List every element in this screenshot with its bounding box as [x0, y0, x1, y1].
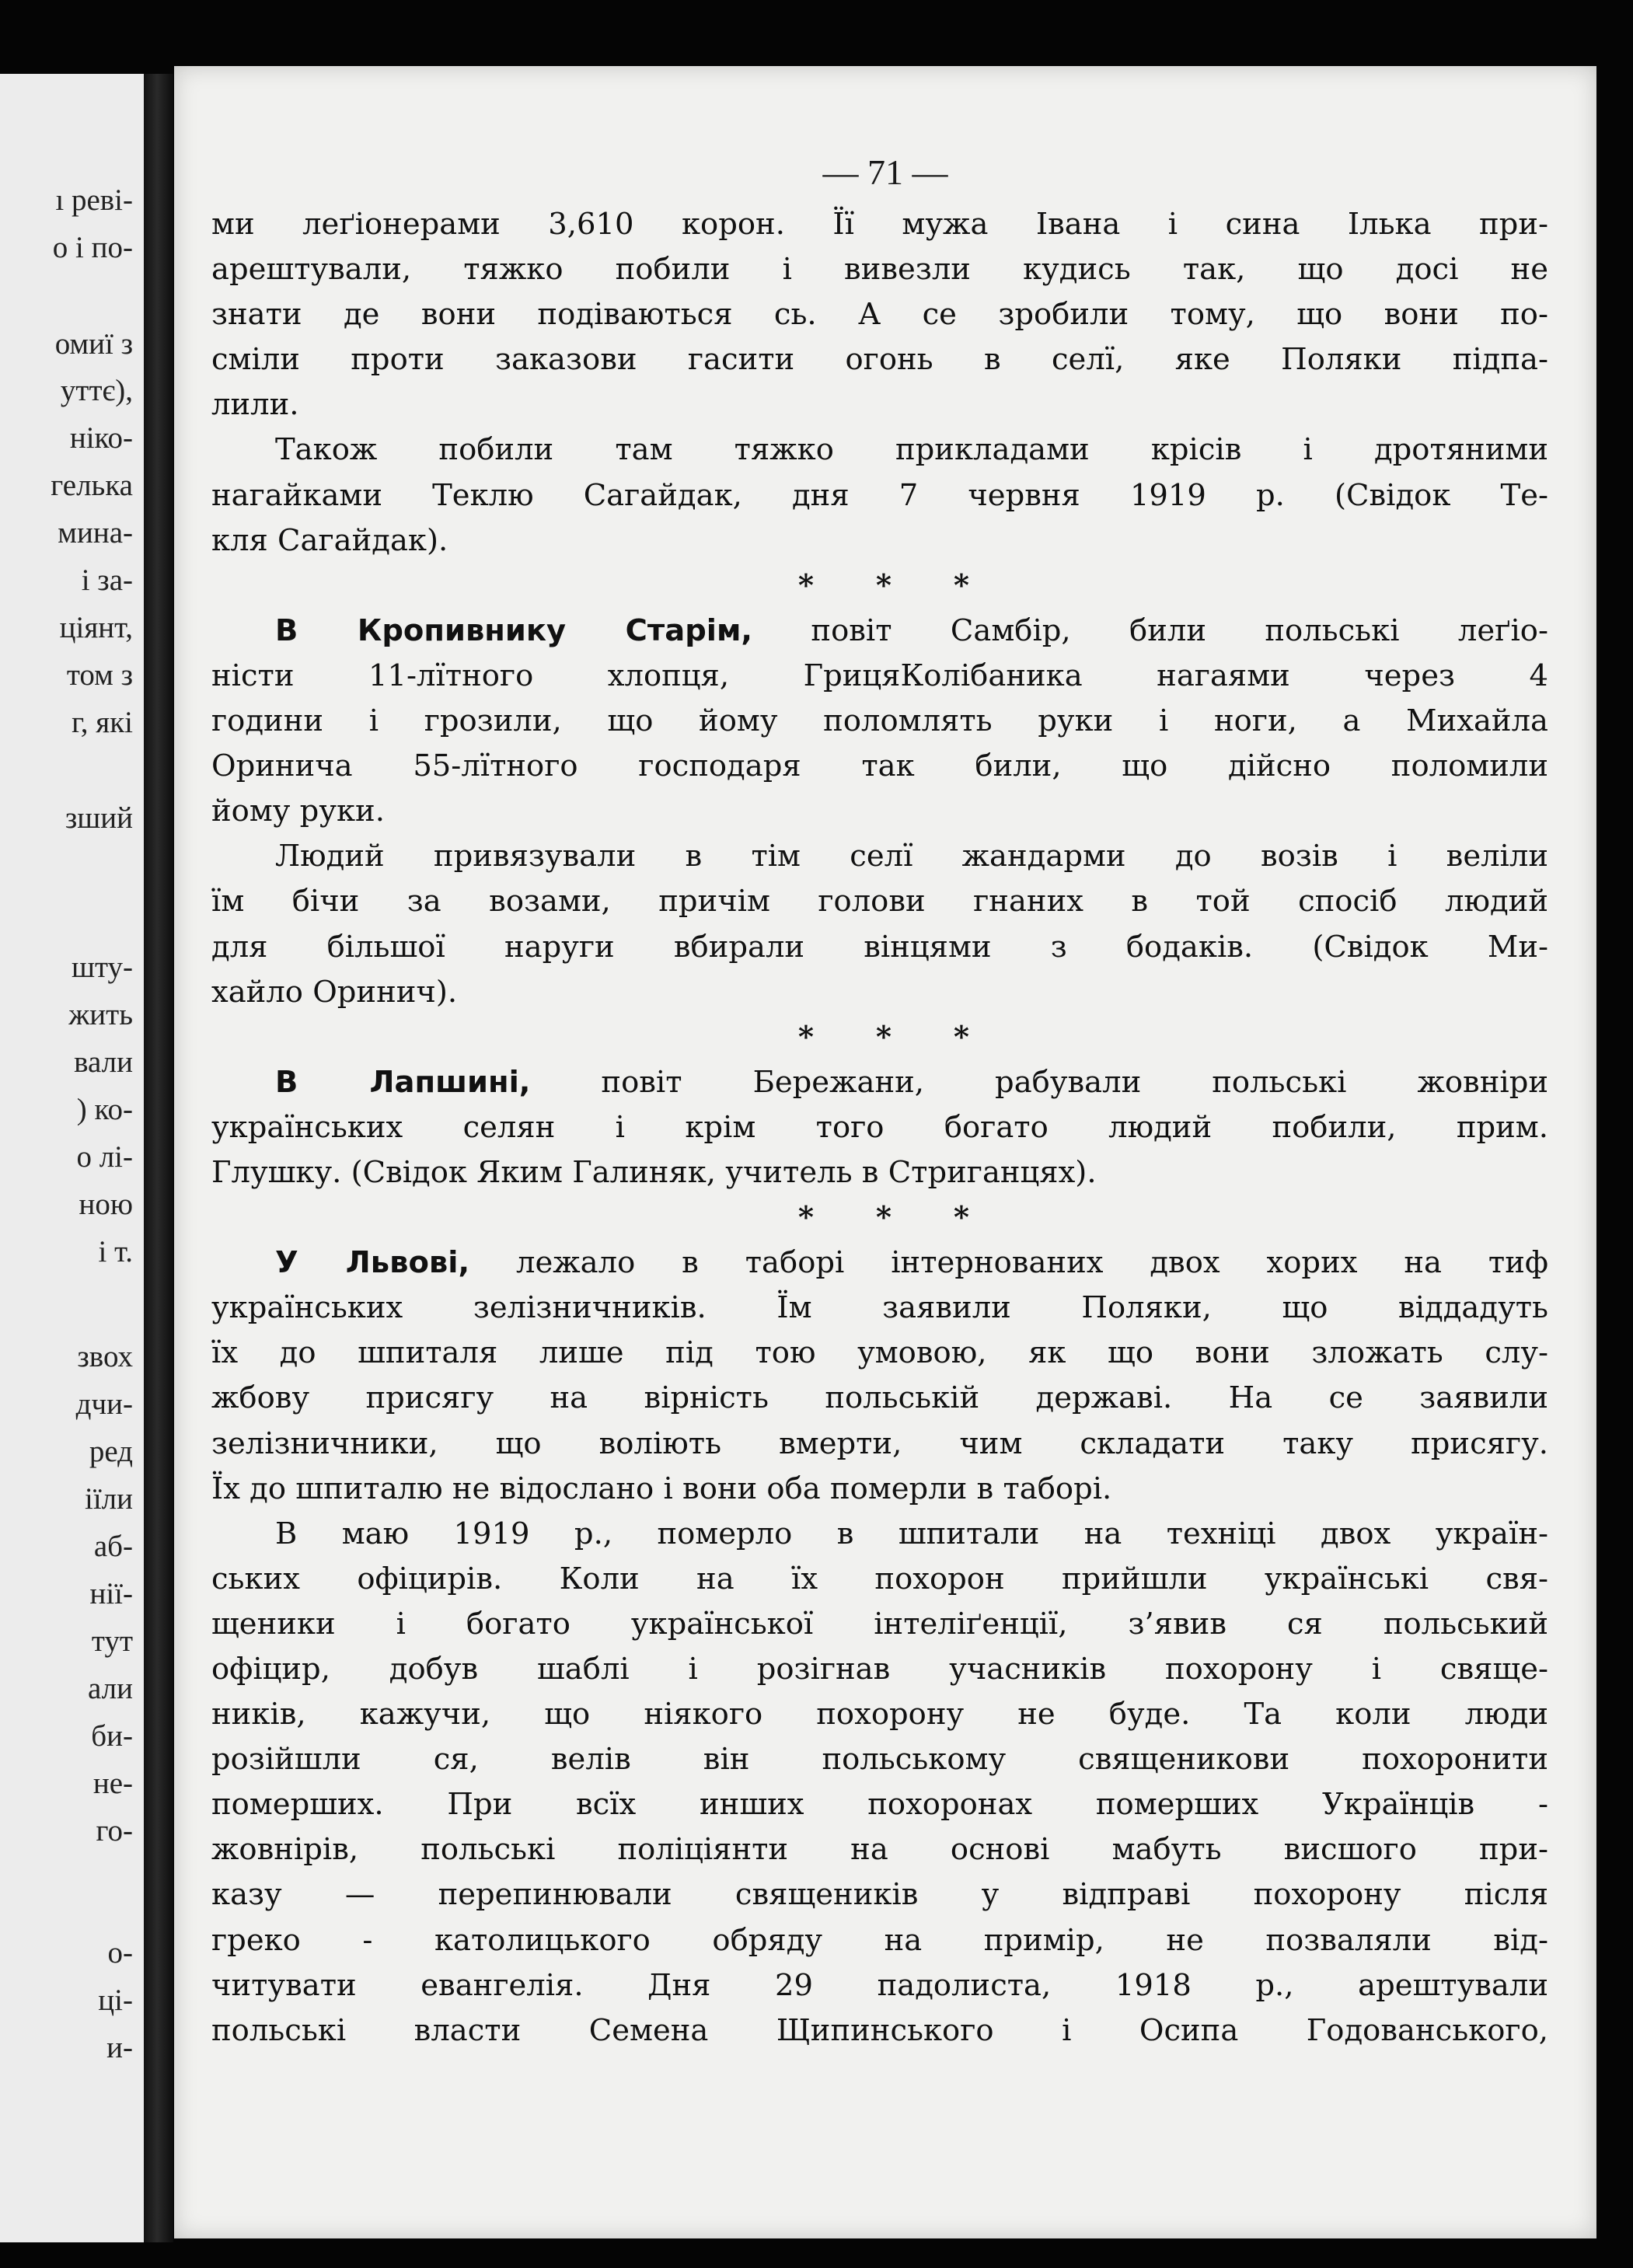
left-page-fragment: вали — [74, 1045, 133, 1079]
line-text: жбову присягу на вірність польській державі. На се заявили — [211, 1380, 1548, 1416]
left-page-fragment: ціянт, — [59, 611, 133, 644]
line-text: лежало в таборі інтернованих двох хорих на тиф — [469, 1245, 1548, 1281]
line-text: для більшої наруги вбирали вінцями з бодаків. (Свідок Ми- — [211, 929, 1548, 965]
line-text: Людий привязували в тім селї жандарми до возів і веліли — [275, 839, 1548, 874]
previous-page-strip — [0, 74, 144, 2242]
line-text: сміли проти заказови гасити огонь в селї, яке Поляки підпа- — [211, 342, 1548, 378]
left-page-fragment: омиї з — [54, 327, 133, 361]
text-line — [211, 1918, 1548, 1963]
left-page-fragment: о і по- — [52, 231, 133, 264]
text-line — [211, 744, 1548, 789]
asterisk: * — [875, 567, 892, 603]
asterisk: * — [797, 1019, 815, 1055]
line-text: польські власти Семена Щипинського і Осипа Годованського, — [211, 2012, 1548, 2048]
left-page-fragment: шту- — [71, 951, 133, 984]
text-line — [211, 1240, 1548, 1286]
text-line — [211, 1286, 1548, 1331]
left-page-fragment: ніко- — [69, 421, 133, 455]
left-page-fragment: звох — [77, 1340, 133, 1373]
line-text: українських зелізничників. Їм заявили Поляки, що віддадуть — [211, 1290, 1548, 1326]
line-text: розійшли ся, велів він польському священикови похоронити — [211, 1742, 1548, 1778]
section-separator — [211, 564, 1548, 609]
left-page-fragment: жить — [68, 998, 133, 1031]
left-page-fragment: гелька — [51, 469, 133, 502]
line-text: йому руки. — [211, 794, 385, 829]
line-text: Оринича 55-лїтного господаря так били, що дійсно поломили — [211, 748, 1548, 784]
asterisk: * — [953, 1019, 970, 1055]
line-text: жовнірів, польські поліціянти на основі мабуть висшого при- — [211, 1832, 1548, 1868]
place-name: В Кропивнику Старім, — [275, 612, 753, 648]
left-page-fragment: али — [88, 1672, 133, 1705]
text-line — [211, 699, 1548, 744]
book-page — [174, 66, 1596, 2238]
left-page-fragment: г, які — [72, 706, 133, 739]
text-line — [211, 247, 1548, 292]
text-line — [211, 879, 1548, 924]
text-line — [211, 789, 1548, 834]
left-page-fragment: зший — [65, 801, 133, 835]
line-text: українських селян і крім того богато людий побили, прим. — [211, 1109, 1548, 1145]
asterisk: * — [797, 567, 815, 603]
section-separator — [211, 1015, 1548, 1060]
left-page-fragment: аб- — [93, 1530, 133, 1563]
line-text: знати де вони подіваються сь. А се зробили тому, що вони по- — [211, 297, 1548, 333]
text-line — [211, 1060, 1548, 1105]
left-page-fragment: не- — [92, 1767, 133, 1800]
left-page-fragment: і т. — [98, 1235, 133, 1268]
left-page-fragment: мина- — [58, 516, 133, 550]
text-line — [211, 1737, 1548, 1782]
line-text: хайло Оринич). — [211, 974, 458, 1010]
text-line — [211, 473, 1548, 518]
line-text: Глушку. (Свідок Яким Галиняк, учитель в Стриганцях). — [211, 1154, 1097, 1190]
place-name: У Львові, — [275, 1245, 470, 1281]
left-page-fragment: ı реві- — [55, 183, 133, 217]
line-text: греко - католицького обряду на примір, не позваляли від- — [211, 1922, 1548, 1958]
text-line — [211, 382, 1548, 427]
text-line — [211, 202, 1548, 247]
text-line — [211, 1827, 1548, 1872]
text-line — [211, 1782, 1548, 1827]
text-line — [211, 292, 1548, 337]
left-page-fragment: уттє), — [60, 374, 133, 407]
text-line — [211, 1647, 1548, 1692]
left-page-fragment: тут — [91, 1624, 133, 1658]
text-line — [211, 1692, 1548, 1737]
line-text: Також побили там тяжко прикладами крісів і дротяними — [275, 432, 1548, 468]
section-separator — [211, 1195, 1548, 1240]
asterisk: * — [875, 1200, 892, 1236]
text-line — [211, 654, 1548, 699]
text-line — [211, 1602, 1548, 1647]
left-page-fragment: дчи- — [75, 1387, 133, 1421]
line-text: офіцир, добув шаблі і розігнав учасників похорону і свяще- — [211, 1652, 1548, 1687]
left-page-fragment: и- — [106, 2031, 133, 2064]
left-page-fragment: і за- — [81, 564, 133, 597]
text-line — [211, 1963, 1548, 2008]
line-text: кля Сагайдак). — [211, 522, 448, 558]
line-text: лили. — [211, 387, 299, 423]
asterisk: * — [797, 1200, 815, 1236]
text-line — [211, 1557, 1548, 1602]
left-page-fragment: о- — [107, 1936, 133, 1970]
text-line — [211, 609, 1548, 654]
line-text: щеники і богато української інтеліґенції, з’явив ся польський — [211, 1606, 1548, 1642]
line-text: ми леґіонерами 3,610 корон. Її мужа Івана і сина Ілька при- — [211, 207, 1548, 242]
left-page-fragment: ці- — [98, 1984, 133, 2017]
left-page-fragment: іїли — [84, 1482, 133, 1516]
line-text: ністи 11-лїтного хлопця, ГрицяКолібаника нагаями через 4 — [211, 658, 1548, 693]
line-text: зелізничники, що воліють вмерти, чим складати таку присягу. — [211, 1425, 1548, 1461]
text-line — [211, 1512, 1548, 1557]
line-text: повіт Самбір, били польські леґіо- — [752, 612, 1548, 648]
line-text: ських офіцирів. Коли на їх похорон прийшли українські свя- — [211, 1561, 1548, 1596]
text-line — [211, 1467, 1548, 1512]
text-line — [211, 2008, 1548, 2053]
text-line — [211, 1422, 1548, 1467]
left-page-fragment: о лі- — [76, 1140, 133, 1174]
text-line — [211, 970, 1548, 1015]
place-name: В Лапшині, — [275, 1064, 531, 1100]
page-body-text — [211, 202, 1548, 2053]
line-text: казу — перепинювали священиків у відправі похорону після — [211, 1877, 1548, 1913]
text-line — [211, 1376, 1548, 1421]
line-text: читувати евангелія. Дня 29 падолиста, 1918 р., арештували — [211, 1967, 1548, 2003]
text-line — [211, 1105, 1548, 1150]
text-line — [211, 834, 1548, 879]
line-text: їм бічи за возами, причім голови гнаних в той спосіб людий — [211, 884, 1548, 919]
left-page-fragment: ред — [89, 1435, 133, 1468]
text-line — [211, 1331, 1548, 1376]
left-page-fragment: нії- — [89, 1577, 133, 1610]
line-text: В маю 1919 р., померло в шпитали на техніці двох україн- — [275, 1516, 1548, 1551]
text-line — [211, 1872, 1548, 1917]
line-text: померших. При всїх инших похоронах померших Українців - — [211, 1787, 1548, 1823]
left-page-fragment: би- — [91, 1719, 133, 1753]
line-text: Їх до шпиталю не відослано і вони оба померли в таборі. — [211, 1471, 1112, 1506]
asterisk: * — [953, 567, 970, 603]
asterisk: * — [875, 1019, 892, 1055]
line-text: арештували, тяжко побили і вивезли кудись так, що досі не — [211, 252, 1548, 288]
text-line — [211, 427, 1548, 473]
left-page-fragment: том з — [66, 658, 133, 692]
page-number: — 71 — — [822, 152, 948, 192]
asterisk: * — [953, 1200, 970, 1236]
line-text: ників, кажучи, що ніякого похорону не буде. Та коли люди — [211, 1697, 1548, 1732]
line-text: години і грозили, що йому поломлять руки і ноги, а Михайла — [211, 703, 1548, 739]
text-line — [211, 518, 1548, 564]
left-page-fragment: ) ко- — [76, 1093, 133, 1126]
left-page-fragment: го- — [96, 1814, 133, 1848]
text-line — [211, 925, 1548, 970]
left-page-fragment: ною — [79, 1188, 133, 1221]
line-text: повіт Бережани, рабували польські жовніри — [530, 1064, 1548, 1100]
text-line — [211, 1150, 1548, 1195]
book-spine — [144, 74, 173, 2242]
text-line — [211, 337, 1548, 382]
line-text: нагайками Теклю Сагайдак, дня 7 червня 1919 р. (Свідок Те- — [211, 477, 1548, 513]
line-text: їх до шпиталя лише під тою умовою, як що вони зложать слу- — [211, 1335, 1548, 1371]
